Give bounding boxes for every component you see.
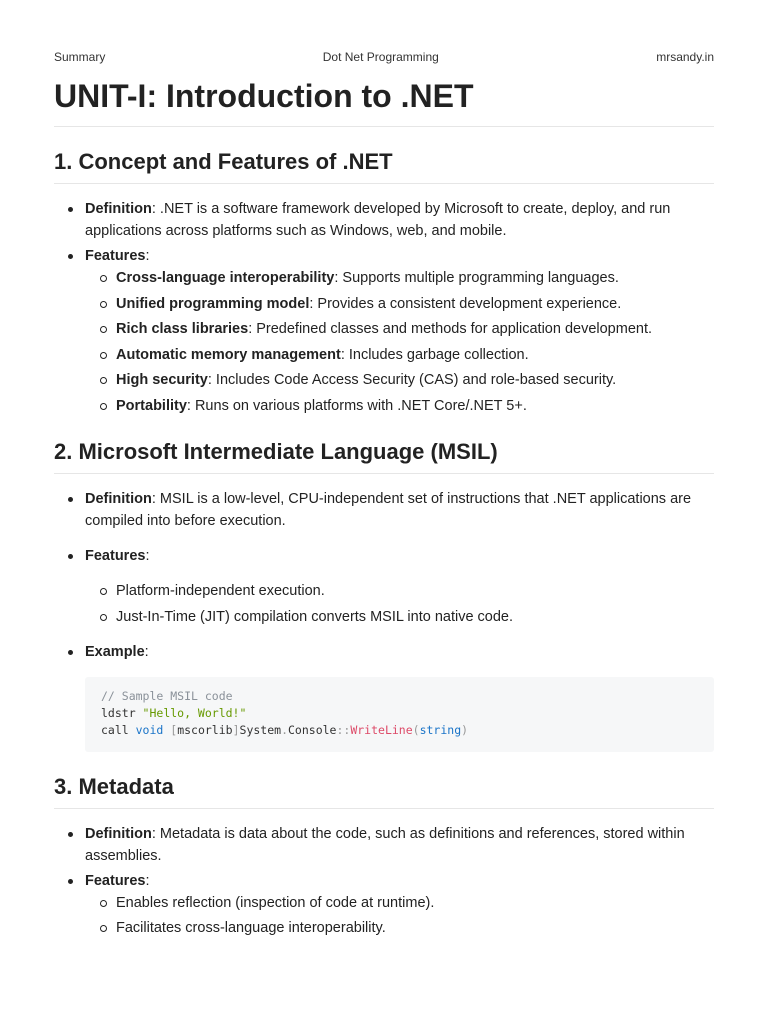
code-type: string bbox=[419, 722, 462, 737]
code-punct: ( bbox=[412, 722, 420, 737]
code-op: ldstr bbox=[101, 705, 143, 720]
features-suffix: : bbox=[145, 248, 150, 265]
features-item bbox=[85, 545, 714, 628]
definition-item bbox=[85, 198, 714, 242]
code-comment: // Sample MSIL code bbox=[101, 688, 233, 703]
feature-text: : Runs on various platforms with .NET Core/.NET 5+. bbox=[186, 397, 527, 414]
document-content bbox=[54, 78, 714, 943]
feature-item: Just-In-Time (JIT) compilation converts MSIL into native code. bbox=[116, 606, 714, 628]
code-punct: ] bbox=[232, 722, 240, 737]
code-string: "Hello, World!" bbox=[142, 705, 247, 720]
definition-item bbox=[85, 823, 714, 867]
features-item bbox=[85, 245, 714, 417]
features-label: Features bbox=[85, 248, 146, 265]
feature-text: : Predefined classes and methods for application development. bbox=[248, 321, 653, 338]
header-center: Dot Net Programming bbox=[322, 50, 439, 64]
definition-text: : Metadata is data about the code, such as definitions and references, stored within assemblies. bbox=[85, 825, 685, 864]
code-method: WriteLine bbox=[350, 722, 413, 737]
feature-label: High security bbox=[116, 372, 208, 389]
features-label: Features bbox=[85, 872, 146, 889]
features-item bbox=[85, 870, 714, 940]
section-heading: 1. Concept and Features of .NET bbox=[54, 149, 714, 184]
code-namespace: System bbox=[239, 722, 282, 737]
code-punct: [ bbox=[163, 722, 178, 737]
feature-item bbox=[116, 318, 714, 340]
features-suffix: : bbox=[145, 872, 150, 889]
section-heading: 3. Metadata bbox=[54, 774, 714, 809]
definition-label: Definition bbox=[85, 491, 152, 508]
feature-item: Facilitates cross-language interoperability. bbox=[116, 917, 714, 939]
definition-label: Definition bbox=[85, 825, 152, 842]
code-block bbox=[85, 677, 714, 752]
section-heading: 2. Microsoft Intermediate Language (MSIL) bbox=[54, 439, 714, 474]
features-list bbox=[85, 580, 714, 628]
features-list bbox=[85, 892, 714, 940]
page-title: UNIT-I: Introduction to .NET bbox=[54, 78, 714, 127]
header-right: mrsandy.in bbox=[656, 50, 714, 64]
definition-label: Definition bbox=[85, 201, 152, 218]
section-list bbox=[54, 823, 714, 940]
definition-item bbox=[85, 488, 714, 532]
features-suffix: : bbox=[145, 548, 150, 565]
section-list bbox=[54, 198, 714, 417]
code-op: call bbox=[101, 722, 136, 737]
running-header bbox=[54, 50, 714, 64]
feature-label: Portability bbox=[116, 397, 187, 414]
code-punct: . bbox=[281, 722, 288, 737]
example-item bbox=[85, 641, 714, 663]
code-class: Console bbox=[288, 722, 337, 737]
definition-text: : .NET is a software framework developed by Microsoft to create, deploy, and run applications across platforms such as Windows, web, and mobile. bbox=[85, 201, 671, 240]
feature-item: Enables reflection (inspection of code at runtime). bbox=[116, 892, 714, 914]
feature-text: : Includes garbage collection. bbox=[340, 346, 529, 363]
header-left: Summary bbox=[54, 50, 106, 64]
code-keyword: void bbox=[135, 722, 164, 737]
features-list bbox=[85, 267, 714, 417]
feature-item bbox=[116, 293, 714, 315]
example-suffix: : bbox=[144, 643, 149, 660]
feature-label: Unified programming model bbox=[116, 295, 310, 312]
feature-item bbox=[116, 395, 714, 417]
features-label: Features bbox=[85, 548, 146, 565]
feature-label: Rich class libraries bbox=[116, 321, 249, 338]
feature-item: Platform-independent execution. bbox=[116, 580, 714, 602]
definition-text: : MSIL is a low-level, CPU-independent set of instructions that .NET applications are compiled into before execution. bbox=[85, 491, 692, 530]
feature-text: : Supports multiple programming languages. bbox=[334, 270, 619, 287]
code-punct: ) bbox=[461, 722, 469, 737]
feature-label: Automatic memory management bbox=[116, 346, 341, 363]
feature-item bbox=[116, 267, 714, 289]
section-list bbox=[54, 488, 714, 663]
code-punct: :: bbox=[336, 722, 351, 737]
feature-item bbox=[116, 344, 714, 366]
feature-text: : Provides a consistent development experience. bbox=[309, 295, 622, 312]
code-assembly: mscorlib bbox=[177, 722, 233, 737]
feature-text: : Includes Code Access Security (CAS) and role-based security. bbox=[207, 372, 617, 389]
feature-item bbox=[116, 369, 714, 391]
example-label: Example bbox=[85, 643, 145, 660]
feature-label: Cross-language interoperability bbox=[116, 270, 335, 287]
